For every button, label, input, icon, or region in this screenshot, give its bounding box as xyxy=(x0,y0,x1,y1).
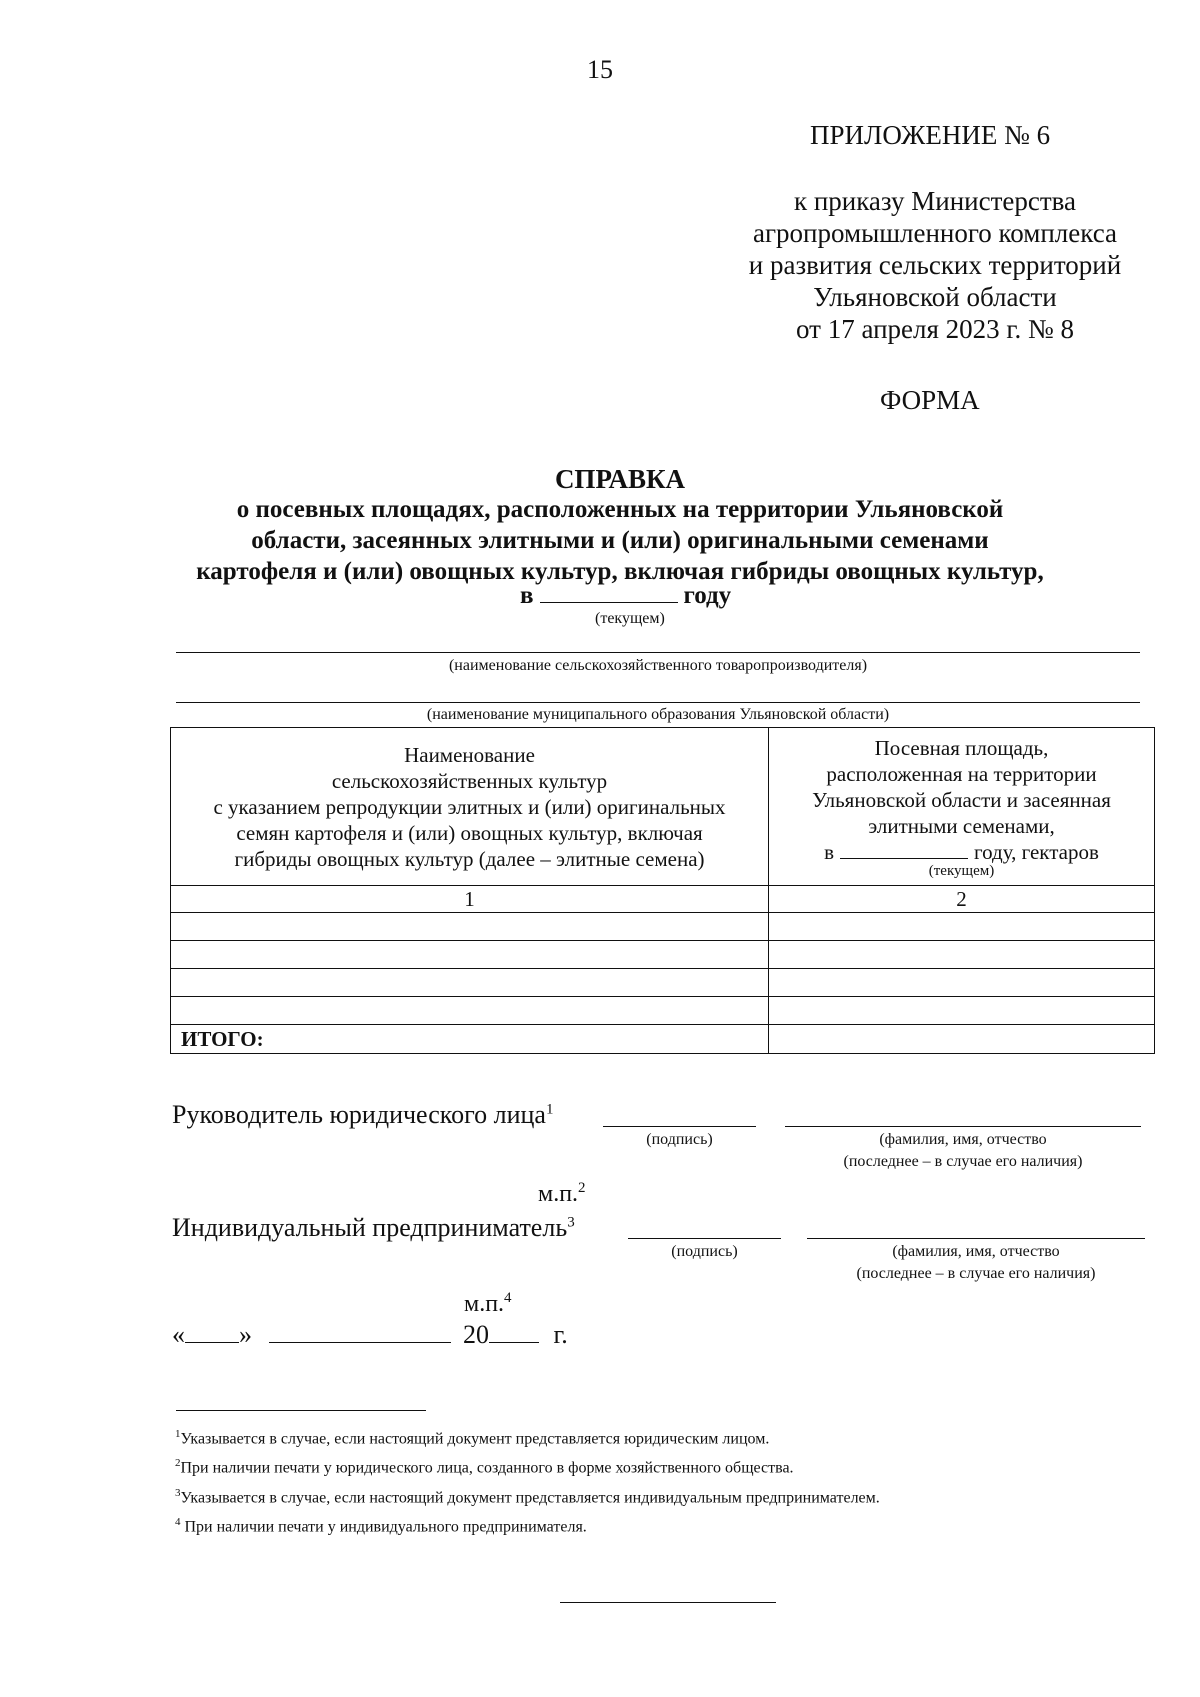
col1-header-line: гибриды овощных культур (далее – элитные семена) xyxy=(234,846,705,871)
footnote-mark: 2 xyxy=(175,1457,181,1470)
col1-header xyxy=(171,728,769,886)
date-open-quote: « xyxy=(172,1320,185,1349)
entrepreneur-footnote-mark: 3 xyxy=(567,1214,575,1231)
footnote-text: Указывается в случае, если настоящий документ представляется юридическим лицом. xyxy=(180,1430,770,1448)
footnote-mark: 4 xyxy=(175,1515,181,1528)
col2-header-line: расположенная на территории xyxy=(826,761,1097,786)
total-label: ИТОГО: xyxy=(171,1025,769,1054)
head-of-legal-entity-label xyxy=(172,1100,553,1130)
stamp-1-footnote-mark: 2 xyxy=(578,1180,586,1196)
col2-header-line: Посевная площадь, xyxy=(874,735,1049,760)
head-name-hint-2: (последнее – в случае его наличия) xyxy=(843,1153,1083,1170)
date-close-quote: » xyxy=(239,1320,252,1349)
order-line-3: и развития сельских территорий xyxy=(748,250,1122,280)
subtitle-line-2: области, засеянных элитными и (или) оригинальными семенами xyxy=(251,527,989,554)
order-line-4: Ульяновской области xyxy=(813,282,1057,312)
order-line-2: агропромышленного комплекса xyxy=(753,218,1117,248)
month-field[interactable] xyxy=(269,1320,451,1343)
stamp-2-text: м.п. xyxy=(464,1291,505,1317)
year-prefix: в xyxy=(520,582,534,609)
total-area-cell[interactable] xyxy=(769,1025,1155,1054)
bottom-divider xyxy=(560,1602,776,1603)
col2-header-line: элитными семенами, xyxy=(868,813,1055,838)
order-line-5: от 17 апреля 2023 г. № 8 xyxy=(796,314,1074,344)
entrepreneur-name-hint-2: (последнее – в случае его наличия) xyxy=(856,1265,1096,1282)
footnote-mark: 3 xyxy=(175,1486,181,1499)
table-row xyxy=(171,941,1155,969)
footnote-divider xyxy=(176,1410,426,1411)
year-hint: (текущем) xyxy=(595,610,665,627)
page-number: 15 xyxy=(587,55,613,84)
footnote-item xyxy=(175,1510,880,1539)
date-line xyxy=(172,1320,568,1350)
col1-header-line: с указанием репродукции элитных и (или) оригинальных xyxy=(213,794,726,819)
date-year-suffix: г. xyxy=(553,1320,568,1349)
day-field[interactable] xyxy=(185,1320,239,1343)
order-line-1: к приказу Министерства xyxy=(793,186,1077,216)
form-label: ФОРМА xyxy=(880,385,980,415)
table-total-row xyxy=(171,1025,1155,1054)
col2-year-blank-field[interactable] xyxy=(840,840,968,859)
entrepreneur-name-field[interactable] xyxy=(807,1238,1145,1239)
col1-number: 1 xyxy=(171,886,769,913)
area-cell[interactable] xyxy=(769,941,1155,969)
head-footnote-mark: 1 xyxy=(545,1101,554,1118)
head-name-field[interactable] xyxy=(785,1126,1141,1127)
entrepreneur-label xyxy=(172,1213,575,1243)
footnote-item xyxy=(175,1422,880,1451)
crop-cell[interactable] xyxy=(171,941,769,969)
year-blank-field[interactable] xyxy=(540,582,678,603)
table-row xyxy=(171,997,1155,1025)
area-cell[interactable] xyxy=(769,969,1155,997)
head-name-hint-1: (фамилия, имя, отчество xyxy=(879,1131,1047,1148)
table-number-row xyxy=(171,886,1155,913)
stamp-2-footnote-mark: 4 xyxy=(504,1290,512,1306)
col1-header-line: семян картофеля и (или) овощных культур, включая xyxy=(236,820,703,845)
table-header-row xyxy=(171,728,1155,886)
appendix-title: ПРИЛОЖЕНИЕ № 6 xyxy=(810,120,1051,150)
entrepreneur-signature-field[interactable] xyxy=(628,1238,781,1239)
document-title: СПРАВКА xyxy=(554,464,686,494)
year-field[interactable] xyxy=(489,1320,539,1343)
col2-number: 2 xyxy=(769,886,1155,913)
crop-cell[interactable] xyxy=(171,969,769,997)
head-signature-hint: (подпись) xyxy=(646,1131,713,1148)
area-cell[interactable] xyxy=(769,997,1155,1025)
footnote-mark: 1 xyxy=(175,1428,181,1440)
order-reference xyxy=(700,185,1170,345)
col1-header-line: Наименование xyxy=(404,742,535,767)
entrepreneur-name-hint-1: (фамилия, имя, отчество xyxy=(892,1243,1060,1260)
col1-header-line: сельскохозяйственных культур xyxy=(331,768,608,793)
footnote-text: При наличии печати у юридического лица, созданного в форме хозяйственного общества. xyxy=(180,1459,794,1477)
year-line xyxy=(520,582,731,610)
col2-header xyxy=(769,728,1155,886)
entrepreneur-label-text: Индивидуальный предприниматель xyxy=(172,1213,568,1242)
municipality-blank-field[interactable] xyxy=(176,702,1140,703)
table-row xyxy=(171,969,1155,997)
col2-year-suffix: году, гектаров xyxy=(974,839,1099,864)
subtitle-line-1: о посевных площадях, расположенных на территории Ульяновской xyxy=(236,496,1004,523)
col2-header-year-line xyxy=(769,839,1154,865)
producer-hint: (наименование сельскохозяйственного товаропроизводителя) xyxy=(448,657,868,674)
stamp-1-text: м.п. xyxy=(538,1181,579,1207)
stamp-mark-1 xyxy=(538,1180,586,1208)
municipality-hint: (наименование муниципального образования Ульяновской области) xyxy=(426,706,890,723)
footnote-text: Указывается в случае, если настоящий документ представляется индивидуальным предпринимателем. xyxy=(180,1488,880,1506)
crop-cell[interactable] xyxy=(171,997,769,1025)
footnote-item xyxy=(175,1451,880,1480)
sown-area-table xyxy=(170,727,1155,1054)
area-cell[interactable] xyxy=(769,913,1155,941)
crop-cell[interactable] xyxy=(171,913,769,941)
stamp-mark-2 xyxy=(464,1290,512,1318)
producer-blank-field[interactable] xyxy=(176,652,1140,653)
footnotes xyxy=(175,1422,880,1539)
table-row xyxy=(171,913,1155,941)
col2-year-prefix: в xyxy=(824,839,835,864)
entrepreneur-signature-hint: (подпись) xyxy=(671,1243,738,1260)
footnote-item xyxy=(175,1481,880,1510)
date-century: 20 xyxy=(463,1320,489,1349)
col2-year-hint: (текущем) xyxy=(928,862,995,879)
head-signature-field[interactable] xyxy=(603,1126,756,1127)
year-suffix: году xyxy=(683,582,732,609)
subtitle-line-3: картофеля и (или) овощных культур, включая гибриды овощных культур, xyxy=(196,558,1044,585)
head-label-text: Руководитель юридического лица xyxy=(172,1100,546,1129)
document-subtitle xyxy=(100,494,1140,587)
footnote-text: При наличии печати у индивидуального предпринимателя. xyxy=(180,1518,587,1536)
col2-header-line: Ульяновской области и засеянная xyxy=(812,787,1111,812)
